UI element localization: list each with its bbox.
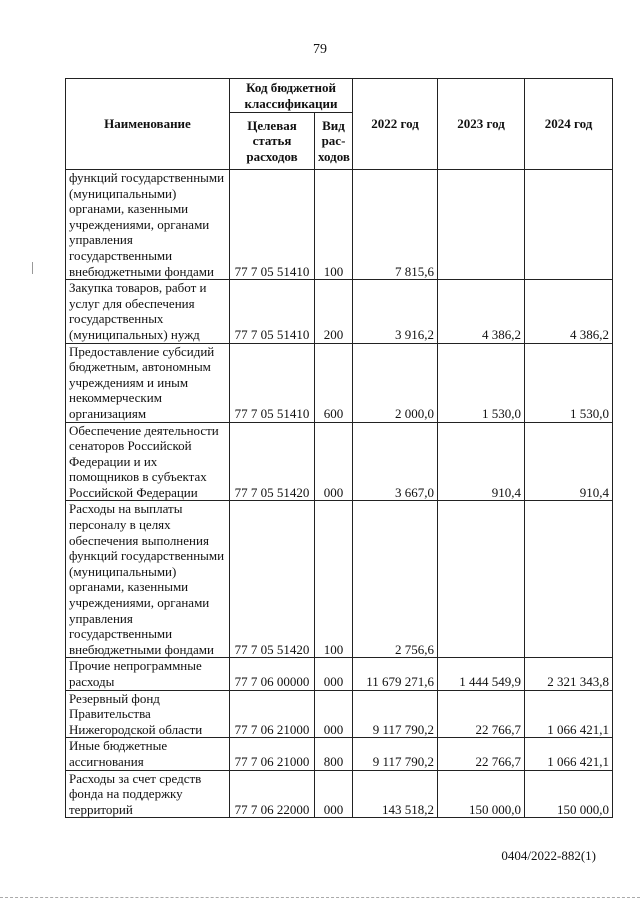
row-2022: 143 518,2 <box>353 770 438 818</box>
row-name: Закупка товаров, работ и услуг для обеспечения государственных (муниципальных) нужд <box>66 280 230 343</box>
row-2023: 4 386,2 <box>438 280 525 343</box>
table-row <box>66 280 613 343</box>
row-2022: 9 117 790,2 <box>353 690 438 738</box>
row-name: функций государственными (муниципальными) органами, казенными учреждениями, органами управления государственными внебюджетными фондами <box>66 170 230 280</box>
row-2023: 1 530,0 <box>438 343 525 422</box>
header-code-group: Код бюджетной классификации <box>230 79 353 113</box>
table-row <box>66 170 613 280</box>
table-row <box>66 770 613 818</box>
row-2023: 1 444 549,9 <box>438 658 525 690</box>
row-2024: 4 386,2 <box>525 280 613 343</box>
row-2024: 1 530,0 <box>525 343 613 422</box>
row-expense-type: 200 <box>315 280 353 343</box>
row-2022: 2 756,6 <box>353 501 438 658</box>
row-2024 <box>525 170 613 280</box>
row-name: Расходы на выплаты персоналу в целях обеспечения выполнения функций государственными (муниципальными) органами, казенными учреждениями, органами управления государственными внебюджетными фондами <box>66 501 230 658</box>
header-year-2023: 2023 год <box>438 79 525 170</box>
row-2023 <box>438 501 525 658</box>
row-target-article: 77 7 06 21000 <box>230 738 315 770</box>
row-expense-type: 800 <box>315 738 353 770</box>
row-target-article: 77 7 05 51410 <box>230 343 315 422</box>
row-name: Обеспечение деятельности сенаторов Российской Федерации и их помощников в субъектах Российской Федерации <box>66 422 230 501</box>
row-2024: 910,4 <box>525 422 613 501</box>
table-row <box>66 658 613 690</box>
row-expense-type: 100 <box>315 170 353 280</box>
header-year-2024: 2024 год <box>525 79 613 170</box>
row-expense-type: 600 <box>315 343 353 422</box>
document-number: 0404/2022-882(1) <box>501 848 596 863</box>
row-2022: 2 000,0 <box>353 343 438 422</box>
row-expense-type: 000 <box>315 658 353 690</box>
row-2023: 22 766,7 <box>438 690 525 738</box>
table-row <box>66 738 613 770</box>
row-target-article: 77 7 05 51420 <box>230 422 315 501</box>
row-2022: 9 117 790,2 <box>353 738 438 770</box>
row-2023: 910,4 <box>438 422 525 501</box>
row-2022: 3 667,0 <box>353 422 438 501</box>
row-expense-type: 000 <box>315 690 353 738</box>
row-name: Прочие непрограммные расходы <box>66 658 230 690</box>
row-2023: 22 766,7 <box>438 738 525 770</box>
row-target-article: 77 7 05 51410 <box>230 280 315 343</box>
header-year-2022: 2022 год <box>353 79 438 170</box>
table-row <box>66 422 613 501</box>
row-2024: 1 066 421,1 <box>525 738 613 770</box>
row-expense-type: 000 <box>315 422 353 501</box>
page-number: 79 <box>313 42 327 57</box>
row-2024: 150 000,0 <box>525 770 613 818</box>
table-row <box>66 501 613 658</box>
row-2024: 2 321 343,8 <box>525 658 613 690</box>
row-target-article: 77 7 06 21000 <box>230 690 315 738</box>
row-name: Резервный фонд Правительства Нижегородской области <box>66 690 230 738</box>
row-2022: 3 916,2 <box>353 280 438 343</box>
budget-table <box>65 78 613 818</box>
row-2022: 7 815,6 <box>353 170 438 280</box>
row-2023: 150 000,0 <box>438 770 525 818</box>
row-name: Предоставление субсидий бюджетным, автономным учреждениям и иным некоммерческим организациям <box>66 343 230 422</box>
row-target-article: 77 7 05 51420 <box>230 501 315 658</box>
row-expense-type: 100 <box>315 501 353 658</box>
row-2024: 1 066 421,1 <box>525 690 613 738</box>
page-edge-line <box>0 897 640 898</box>
scan-mark <box>32 262 33 274</box>
row-target-article: 77 7 05 51410 <box>230 170 315 280</box>
table-row <box>66 690 613 738</box>
row-target-article: 77 7 06 22000 <box>230 770 315 818</box>
row-target-article: 77 7 06 00000 <box>230 658 315 690</box>
table-row <box>66 343 613 422</box>
header-name: Наименование <box>66 79 230 170</box>
row-expense-type: 000 <box>315 770 353 818</box>
header-target-article: Целевая статья расходов <box>230 113 315 170</box>
row-2024 <box>525 501 613 658</box>
row-name: Иные бюджетные ассигнования <box>66 738 230 770</box>
row-2023 <box>438 170 525 280</box>
header-expense-type: Вид рас-ходов <box>315 113 353 170</box>
row-2022: 11 679 271,6 <box>353 658 438 690</box>
row-name: Расходы за счет средств фонда на поддержку территорий <box>66 770 230 818</box>
